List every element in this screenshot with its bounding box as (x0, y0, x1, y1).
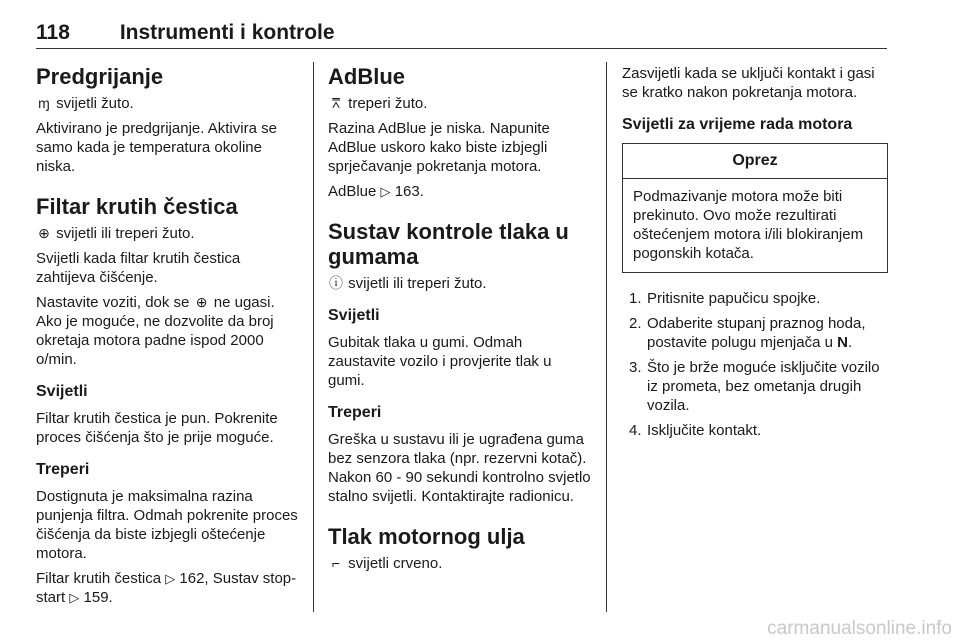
list-item: 2. Odaberite stupanj praznog hoda, postavite polugu mjenjača u N. (629, 315, 866, 351)
column-divider-2 (606, 62, 607, 612)
subheading-lit: Svijetli (36, 383, 88, 400)
page-ref-arrow-icon: ▷ (165, 571, 176, 586)
page-ref-arrow-icon: ▷ (69, 590, 80, 605)
column-2 (328, 64, 592, 579)
cross-reference: Filtar krutih čestica ▷ 162, Sustav stop-start ▷ 159. (36, 570, 297, 606)
tire-lit-description: Gubitak tlaka u gumi. Odmah zaustavite vozilo i provjerite tlak u gumi. (328, 334, 552, 389)
page-header (36, 18, 887, 49)
particle-filter-icon: ⊕ (195, 294, 208, 310)
list-item: 1. Pritisnite papučicu spojke. (629, 290, 821, 307)
glow-plug-icon: ɱ (38, 95, 50, 111)
list-item: 3. Što je brže moguće isključite vozilo iz prometa, bez ometanja drugih vozila. (629, 359, 880, 414)
watermark: carmanualsonline.info (767, 618, 952, 639)
page-number: 118 (36, 21, 70, 44)
caution-title: Oprez (623, 144, 887, 179)
section-title-particle-filter: Filtar krutih čestica (36, 194, 238, 219)
tire-pressure-indicator-text: svijetli ili treperi žuto. (348, 275, 487, 292)
list-item: 4. Isključite kontakt. (629, 422, 762, 439)
section-title-oil-pressure: Tlak motornog ulja (328, 524, 525, 549)
subheading-flashing: Treperi (328, 404, 382, 421)
section-title-adblue: AdBlue (328, 64, 405, 89)
subheading-lit: Svijetli (328, 307, 380, 324)
preheating-description: Aktivirano je predgrijanje. Aktivira se samo kada je temperatura okoline niska. (36, 120, 277, 175)
column-divider-1 (313, 62, 314, 612)
adblue-indicator-text: treperi žuto. (348, 95, 428, 112)
preheating-indicator (36, 94, 300, 113)
oil-pressure-indicator-text: svijetli crveno. (348, 555, 443, 572)
section-title-tire-pressure: Sustav kontrole tlaka u gumama (328, 219, 569, 269)
particle-filter-p1: Svijetli kada filtar krutih čestica zahtijeva čišćenje. (36, 250, 241, 286)
lit-description: Filtar krutih čestica je pun. Pokrenite proces čišćenja što je prije moguće. (36, 410, 278, 446)
particle-filter-indicator-text: svijetli ili treperi žuto. (56, 225, 195, 242)
particle-filter-indicator (36, 224, 300, 243)
adblue-description: Razina AdBlue je niska. Napunite AdBlue uskoro kako biste izbjegli sprječavanje pokretanja motora. (328, 120, 550, 175)
caution-body: Podmazivanje motora može biti prekinuto. Ovo može rezultirati oštećenjem motora i/ili blokiranjem pogonskih kotača. (633, 188, 864, 262)
page-ref-arrow-icon: ▷ (380, 184, 391, 199)
flashing-description: Dostignuta je maksimalna razina punjenja filtra. Odmah pokrenite proces čišćenja da biste izbjegli oštećenje motora. (36, 488, 298, 562)
adblue-cross-reference: AdBlue ▷ 163. (328, 183, 424, 200)
particle-filter-icon: ⊕ (38, 225, 50, 241)
subheading-flashing: Treperi (36, 461, 90, 478)
caution-box (622, 143, 888, 273)
column-3 (622, 64, 888, 446)
tire-flashing-description: Greška u sustavu ili je ugrađena guma bez senzora tlaka (npr. rezervni kotač). Nakon 60 - 90 sekundi kontrolno svjetlo stalno svijetli. Kontaktirajte radionicu. (328, 431, 591, 505)
adblue-indicator (328, 94, 592, 113)
oil-can-icon: ⌐ (331, 555, 341, 571)
page-header-title: Instrumenti i kontrole (119, 21, 335, 44)
tire-pressure-icon: ⓘ (329, 275, 343, 291)
oil-pressure-indicator (328, 554, 592, 573)
adblue-icon: ⩞ (331, 95, 341, 111)
column-1 (36, 64, 300, 613)
step-list (622, 289, 888, 440)
tire-pressure-indicator (328, 274, 592, 293)
section-title-preheating: Predgrijanje (36, 64, 164, 89)
particle-filter-p2: Nastavite voziti, dok se ⊕ ne ugasi. Ako je moguće, ne dozvolite da broj okretaja motora padne ispod 2000 o/min. (36, 294, 275, 368)
preheating-indicator-text: svijetli žuto. (56, 95, 134, 112)
oil-pressure-description: Zasvijetli kada se uključi kontakt i gasi se kratko nakon pokretanja motora. (622, 65, 875, 101)
subheading-lit-while-running: Svijetli za vrijeme rada motora (622, 116, 853, 133)
